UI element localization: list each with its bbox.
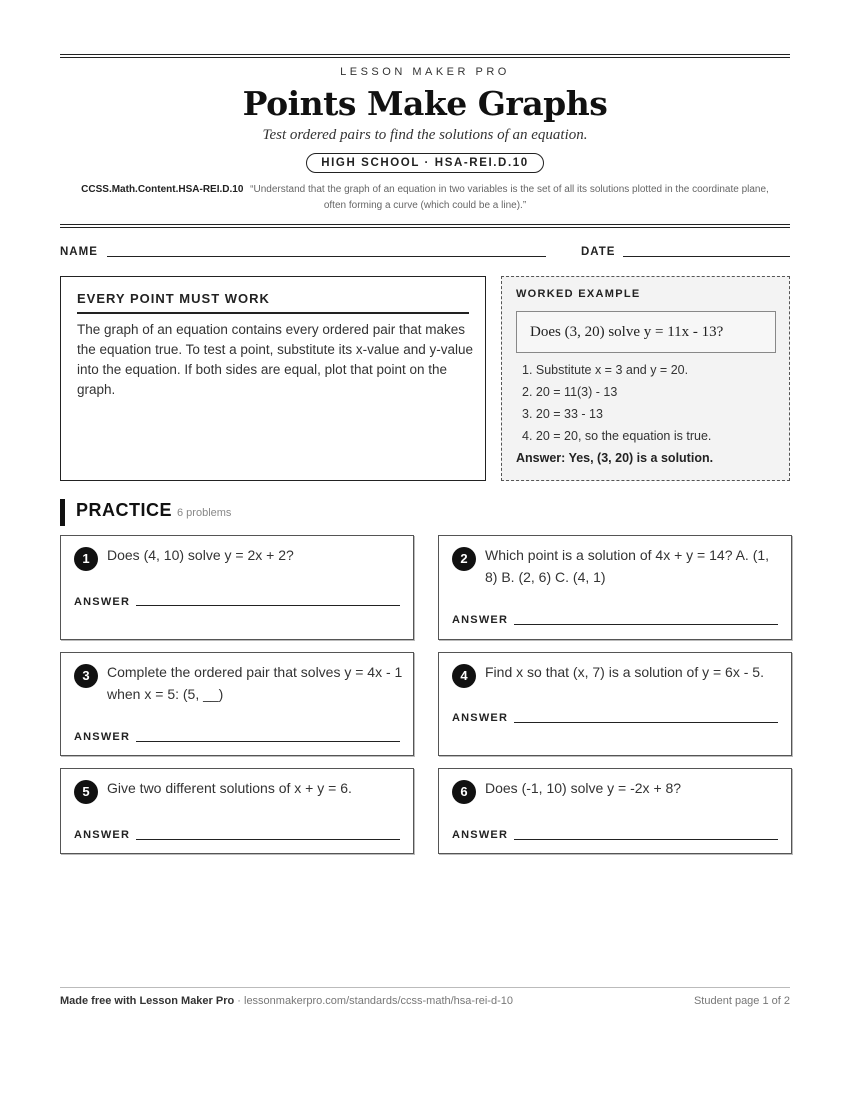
footer-url[interactable]: · lessonmakerpro.com/standards/ccss-math/hsa-rei-d-10 (234, 995, 513, 1007)
problem-number-badge: 6 (452, 780, 476, 804)
concept-body: The graph of an equation contains every ordered pair that makes the equation true. To test a point, substitute its x-value and y-value into the equation. If both sides are equal, plot that point on the graph. (77, 322, 473, 397)
date-label: DATE (581, 246, 616, 258)
page-title: Points Make Graphs (242, 84, 608, 123)
worked-example-box (501, 276, 790, 481)
practice-count: 6 problems (177, 507, 232, 519)
worked-example-steps (522, 359, 711, 447)
answer-field[interactable] (136, 605, 400, 606)
answer-label: ANSWER (452, 712, 509, 724)
problem-question: Complete the ordered pair that solves y = 4x - 1 when x = 5: (5, __) (107, 664, 403, 702)
worked-example-step: 3. 20 = 33 - 13 (522, 407, 603, 421)
worked-example-answer: Answer: Yes, (3, 20) is a solution. (516, 451, 714, 465)
worked-example-heading: WORKED EXAMPLE (516, 288, 641, 300)
problem-card-6 (438, 768, 792, 854)
worked-example-step: 2. 20 = 11(3) - 13 (522, 385, 618, 399)
header-bottom-rule (60, 224, 790, 228)
standard-code: CCSS.Math.Content.HSA-REI.D.10 (81, 184, 244, 195)
practice-title: PRACTICE (76, 500, 173, 520)
problem-number-badge: 4 (452, 664, 476, 688)
answer-label: ANSWER (74, 829, 131, 841)
level-badge-wrap (60, 153, 790, 173)
problem-card-2 (438, 535, 792, 640)
problem-number-badge: 3 (74, 664, 98, 688)
problem-question: Does (4, 10) solve y = 2x + 2? (107, 547, 294, 563)
answer-label: ANSWER (74, 596, 131, 608)
problem-card-4 (438, 652, 792, 756)
concept-heading: EVERY POINT MUST WORK (77, 291, 469, 314)
answer-field[interactable] (514, 722, 778, 723)
header-top-rule (60, 54, 790, 58)
answer-field[interactable] (136, 839, 400, 840)
name-label: NAME (60, 246, 98, 258)
problem-number-badge: 5 (74, 780, 98, 804)
standard-description (80, 182, 770, 214)
problem-question: Give two different solutions of x + y = 6. (107, 780, 352, 796)
problem-question: Which point is a solution of 4x + y = 14? A. (1, 8) B. (2, 6) C. (4, 1) (485, 547, 770, 585)
name-field[interactable] (107, 256, 546, 257)
answer-label: ANSWER (452, 614, 509, 626)
footer-credit (60, 995, 513, 1007)
problem-card-3 (60, 652, 414, 756)
problem-number-badge: 1 (74, 547, 98, 571)
answer-field[interactable] (514, 624, 778, 625)
answer-field[interactable] (514, 839, 778, 840)
concept-box (60, 276, 486, 481)
worked-example-step: 4. 20 = 20, so the equation is true. (522, 429, 712, 443)
level-badge: HIGH SCHOOL · HSA-REI.D.10 (306, 153, 544, 173)
page-subtitle: Test ordered pairs to find the solutions of an equation. (262, 127, 588, 143)
answer-field[interactable] (136, 741, 400, 742)
practice-accent-bar (60, 499, 65, 526)
standard-text: “Understand that the graph of an equation in two variables is the set of all its solutions plotted in the coordinate plane, often forming a curve (which could be a line).” (250, 184, 769, 211)
worksheet-page (60, 0, 790, 1100)
problem-question: Find x so that (x, 7) is a solution of y = 6x - 5. (485, 664, 764, 680)
problem-card-1 (60, 535, 414, 640)
brand-name: LESSON MAKER PRO (340, 66, 510, 78)
date-field[interactable] (623, 256, 790, 257)
worked-example-step: 1. Substitute x = 3 and y = 20. (522, 363, 689, 377)
problem-card-5 (60, 768, 414, 854)
answer-label: ANSWER (452, 829, 509, 841)
worked-example-question: Does (3, 20) solve y = 11x - 13? (516, 311, 776, 353)
answer-label: ANSWER (74, 731, 131, 743)
problem-number-badge: 2 (452, 547, 476, 571)
footer-rule (60, 987, 790, 988)
footer-page-number: Student page 1 of 2 (693, 995, 790, 1007)
footer-made-with: Made free with Lesson Maker Pro (60, 995, 235, 1007)
problem-question: Does (-1, 10) solve y = -2x + 8? (485, 780, 682, 796)
